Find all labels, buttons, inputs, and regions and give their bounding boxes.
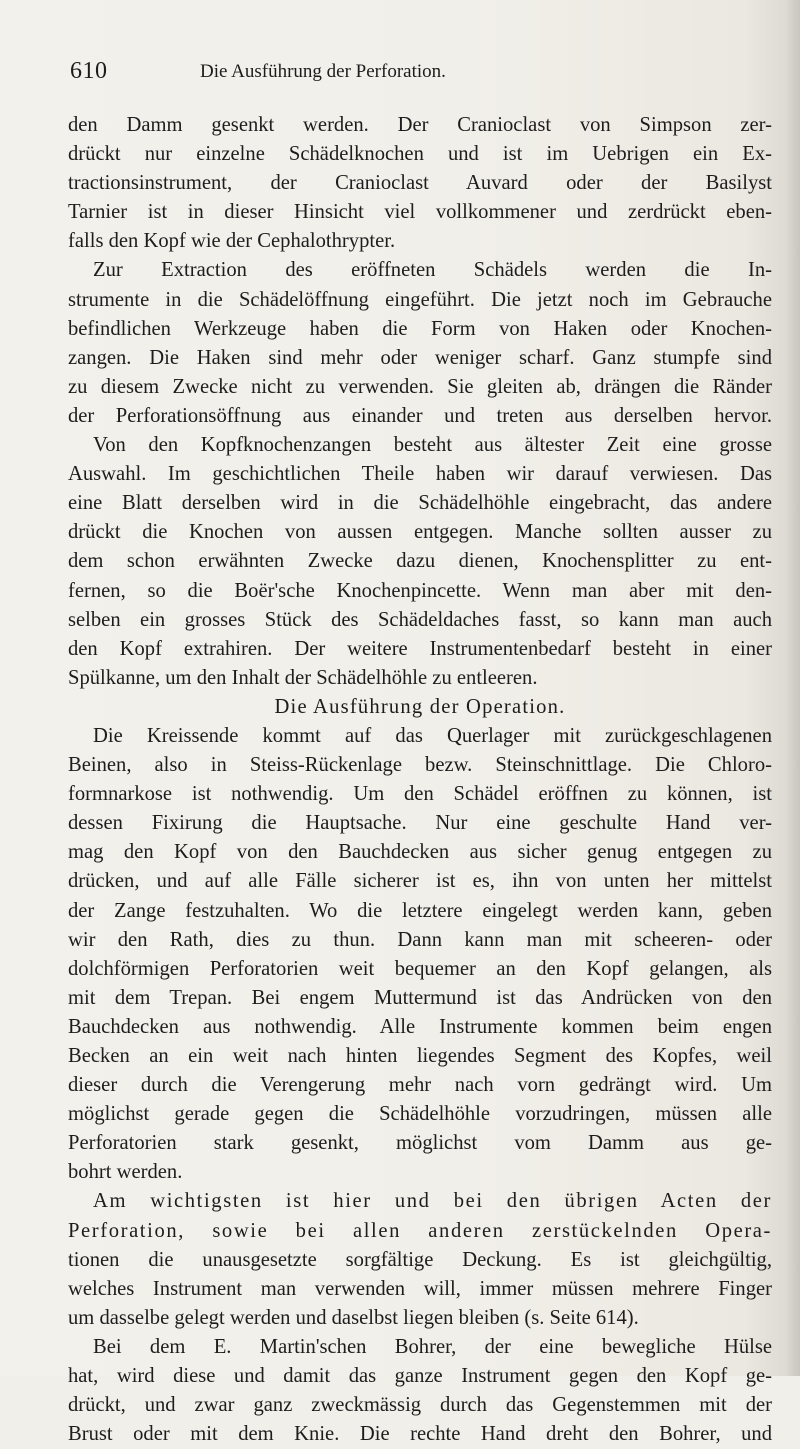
text-line: Auswahl. Im geschichtlichen Theile haben wir darauf verwiesen. Das xyxy=(68,463,772,486)
text-line: Bei dem E. Martin'schen Bohrer, der eine bewegliche Hülse xyxy=(93,1335,772,1358)
text-line: selben ein grosses Stück des Schädeldaches fasst, so kann man auch xyxy=(68,608,772,631)
text-line: dem schon erwähnten Zwecke dazu dienen, Knochensplitter zu ent- xyxy=(68,550,772,573)
text-line: hat, wird diese und damit das ganze Instrument gegen den Kopf ge- xyxy=(68,1365,772,1388)
text-line: Beinen, also in Steiss-Rückenlage bezw. Steinschnittlage. Die Chloro- xyxy=(68,754,772,777)
page-header xyxy=(70,58,770,88)
text-line: möglichst gerade gegen die Schädelhöhle vorzudringen, müssen alle xyxy=(68,1103,772,1126)
text-line: dessen Fixirung die Hauptsache. Nur eine geschulte Hand ver- xyxy=(68,812,772,835)
text-line: welches Instrument man verwenden will, immer müssen mehrere Finger xyxy=(68,1277,772,1300)
text-line: Perforatorien stark gesenkt, möglichst vom Damm aus ge- xyxy=(68,1132,772,1155)
text-line: um dasselbe gelegt werden und daselbst liegen bleiben (s. Seite 614). xyxy=(68,1306,639,1329)
text-line: wir den Rath, dies zu thun. Dann kann man mit scheeren- oder xyxy=(68,928,772,951)
text-line: Tarnier ist in dieser Hinsicht viel vollkommener und zerdrückt eben- xyxy=(68,201,772,224)
text-line: befindlichen Werkzeuge haben die Form von Haken oder Knochen- xyxy=(68,317,772,340)
text-line: drückt nur einzelne Schädelknochen und ist im Uebrigen ein Ex- xyxy=(68,143,772,166)
text-line: Perforation, sowie bei allen anderen zerstückelnden Opera- xyxy=(68,1219,772,1242)
text-line: drücken, und auf alle Fälle sicherer ist es, ihn von unten her mittelst xyxy=(68,870,772,893)
text-line: mag den Kopf von den Bauchdecken aus sicher genug entgegen zu xyxy=(68,841,772,864)
text-line: drückt, und zwar ganz zweckmässig durch das Gegenstemmen mit der xyxy=(68,1394,772,1417)
text-line: zangen. Die Haken sind mehr oder weniger scharf. Ganz stumpfe sind xyxy=(68,346,772,369)
text-line: Bauchdecken aus nothwendig. Alle Instrumente kommen beim engen xyxy=(68,1015,772,1038)
running-head: Die Ausführung der Perforation. xyxy=(200,61,446,82)
page-number: 610 xyxy=(70,58,108,84)
text-line: der Perforationsöffnung aus einander und treten aus derselben hervor. xyxy=(68,404,772,427)
text-line: den Kopf extrahiren. Der weitere Instrumentenbedarf besteht in einer xyxy=(68,637,772,660)
text-line: bohrt werden. xyxy=(68,1161,183,1184)
text-line: formnarkose ist nothwendig. Um den Schädel eröffnen zu können, ist xyxy=(68,783,772,806)
text-line: fernen, so die Boër'sche Knochenpincette. Wenn man aber mit den- xyxy=(68,579,772,602)
text-line: zu diesem Zwecke nicht zu verwenden. Sie gleiten ab, drängen die Ränder xyxy=(68,375,772,398)
text-line: der Zange festzuhalten. Wo die letztere eingelegt werden kann, geben xyxy=(68,899,772,922)
text-line: eine Blatt derselben wird in die Schädelhöhle eingebracht, das andere xyxy=(68,492,772,515)
section-heading: Die Ausführung der Operation. xyxy=(274,695,566,718)
text-line: Brust oder mit dem Knie. Die rechte Hand dreht den Bohrer, und xyxy=(68,1423,772,1446)
text-line: Die Kreissende kommt auf das Querlager mit zurückgeschlagenen xyxy=(93,724,772,747)
text-line: tractionsinstrument, der Cranioclast Auvard oder der Basilyst xyxy=(68,172,772,195)
text-line: Becken an ein weit nach hinten liegendes Segment des Kopfes, weil xyxy=(68,1045,772,1067)
text-line: Von den Kopfknochenzangen besteht aus ältester Zeit eine grosse xyxy=(93,434,772,457)
text-line: Spülkanne, um den Inhalt der Schädelhöhle zu entleeren. xyxy=(68,666,538,689)
text-line: den Damm gesenkt werden. Der Cranioclast von Simpson zer- xyxy=(68,114,772,136)
text-line: drückt die Knochen von aussen entgegen. Manche sollten ausser zu xyxy=(68,521,772,544)
text-line: falls den Kopf wie der Cephalothrypter. xyxy=(68,230,396,253)
text-line: Am wichtigsten ist hier und bei den übrigen Acten der xyxy=(93,1190,772,1213)
text-line: dieser durch die Verengerung mehr nach vorn gedrängt wird. Um xyxy=(68,1074,772,1097)
text-line: Zur Extraction des eröffneten Schädels werden die In- xyxy=(93,259,772,282)
text-line: dolchförmigen Perforatorien weit bequemer an den Kopf gelangen, als xyxy=(68,957,772,980)
page-edge-shadow xyxy=(786,0,800,1376)
text-line: tionen die unausgesetzte sorgfältige Deckung. Es ist gleichgültig, xyxy=(68,1248,772,1271)
page-body xyxy=(68,111,772,1449)
text-line: strumente in die Schädelöffnung eingeführt. Die jetzt noch im Gebrauche xyxy=(68,288,772,311)
text-line: mit dem Trepan. Bei engem Muttermund ist das Andrücken von den xyxy=(68,986,772,1009)
